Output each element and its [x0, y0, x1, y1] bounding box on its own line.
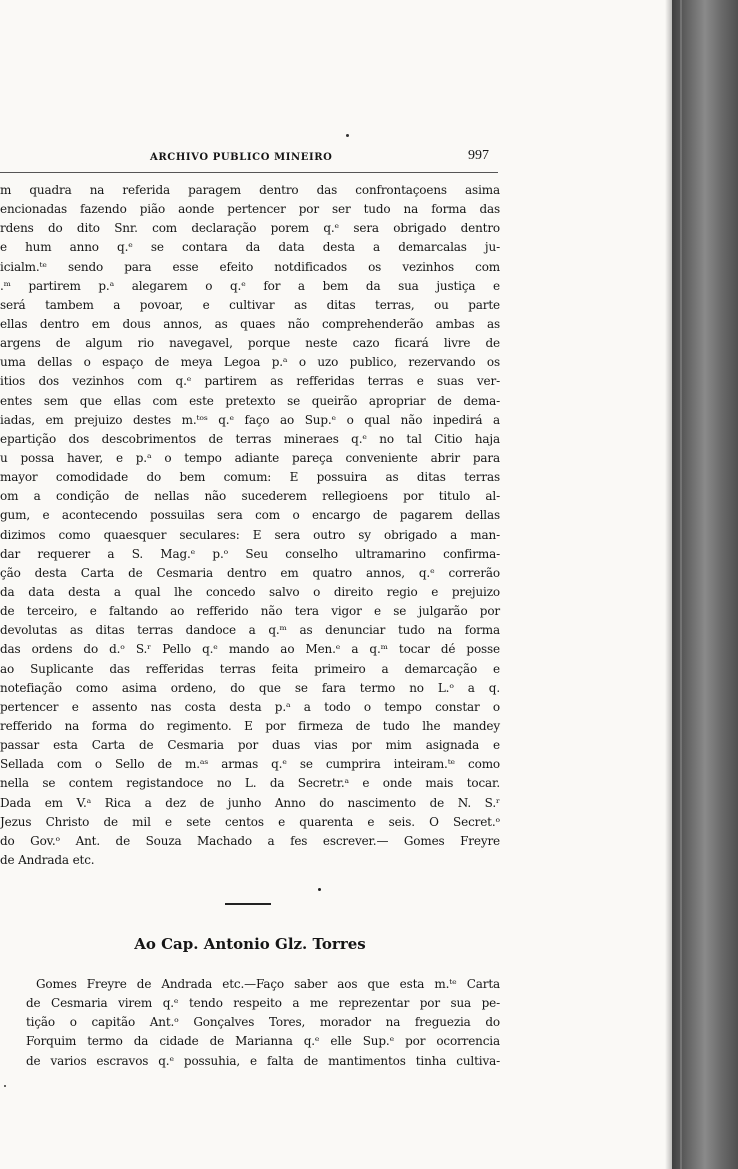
scan-speck [4, 1085, 6, 1087]
header-rule [0, 172, 498, 173]
body-text [0, 181, 500, 870]
text-line: gum, e acontecendo possuilas sera com o encargo de pagarem dellas [0, 508, 500, 523]
text-line: itios dos vezinhos com q.ᵉ partirem as refferidas terras e suas ver- [0, 374, 500, 389]
text-line: de varios escravos q.ᵉ possuhia, e falta de mantimentos tinha cultiva- [26, 1053, 500, 1068]
text-line: das ordens do d.ᵒ S.ʳ Pello q.ᵉ mando ao Men.ᵉ a q.ᵐ tocar dé posse [0, 642, 500, 657]
text-line: epartição dos descobrimentos de terras mineraes q.ᵉ no tal Citio haja [0, 431, 500, 446]
text-line: da data desta a qual lhe concedo salvo o direito regio e prejuizo [0, 584, 500, 599]
text-line: devolutas as ditas terras dandoce a q.ᵐ as denunciar tudo na forma [0, 623, 500, 638]
text-line: argens de algum rio navegavel, porque neste cazo ficará livre de [0, 336, 500, 351]
section-body-text [26, 975, 500, 1071]
text-line: m quadra na referida paragem dentro das confrontaçoens asima [0, 183, 500, 197]
text-line: .ᵐ partirem p.ᵃ alegarem o q.ᵉ for a bem da sua justiça e [0, 278, 500, 293]
text-line: Forquim termo da cidade de Marianna q.ᵉ elle Sup.ᵉ por ocorrencia [26, 1034, 500, 1049]
text-line: dizimos como quaesquer seculares: E sera outro sy obrigado a man- [0, 527, 500, 542]
text-line: encionadas fazendo pião aonde pertencer por ser tudo na forma das [0, 202, 500, 217]
section-divider [225, 903, 271, 905]
book-binding-edge [672, 0, 738, 1169]
page-number: 997 [468, 148, 489, 163]
text-line: ao Suplicante das refferidas terras feita primeiro a demarcação e [0, 661, 500, 676]
text-line: ção desta Carta de Cesmaria dentro em quatro annos, q.ᵉ correrão [0, 565, 500, 580]
text-line: uma dellas o espaço de meya Legoa p.ᵃ o uzo publico, rezervando os [0, 355, 500, 370]
page-header [0, 148, 500, 168]
text-line: será tambem a povoar, e cultivar as ditas terras, ou parte [0, 297, 500, 312]
text-line: rdens do dito Snr. com declaração porem q.ᵉ sera obrigado dentro [0, 221, 500, 236]
text-line: entes sem que ellas com este pretexto se queirão apropriar de dema- [0, 393, 500, 408]
scan-speck [346, 134, 349, 137]
text-line: de Andrada etc. [0, 852, 95, 867]
text-line: do Gov.ᵒ Ant. de Souza Machado a fes escrever.— Gomes Freyre [0, 833, 500, 848]
text-line: Gomes Freyre de Andrada etc.—Faço saber aos que esta m.ᵗᵉ Carta [36, 977, 500, 991]
text-line: de terceiro, e faltando ao refferido não tera vigor e se julgarão por [0, 604, 500, 619]
text-line: icialm.ᵗᵉ sendo para esse efeito notdificados os vezinhos com [0, 259, 500, 274]
text-line: passar esta Carta de Cesmaria por duas vias por mim asignada e [0, 738, 500, 753]
section-heading: Ao Cap. Antonio Glz. Torres [134, 935, 366, 953]
text-line: notefiação como asima ordeno, do que se fara termo no L.ᵒ a q. [0, 680, 500, 695]
text-line: dar requerer a S. Mag.ᵉ p.ᵒ Seu conselho ultramarino confirma- [0, 546, 500, 561]
text-line: de Cesmaria virem q.ᵉ tendo respeito a me reprezentar por sua pe- [26, 996, 500, 1011]
text-line: tição o capitão Ant.ᵒ Gonçalves Tores, morador na freguezia do [26, 1015, 500, 1030]
text-line: mayor comodidade do bem comum: E possuira as ditas terras [0, 470, 500, 485]
text-line: iadas, em prejuizo destes m.ᵗᵒˢ q.ᵉ faço ao Sup.ᵉ o qual não inpedirá a [0, 412, 500, 427]
running-title: ARCHIVO PUBLICO MINEIRO [150, 152, 333, 163]
text-line: om a condição de nellas não sucederem rellegioens por titulo al- [0, 489, 500, 504]
text-line: Sellada com o Sello de m.ᵃˢ armas q.ᵉ se cumprira inteiram.ᵗᵉ como [0, 757, 500, 772]
text-line: pertencer e assento nas costa desta p.ᵃ a todo o tempo constar o [0, 699, 500, 714]
text-line: Dada em V.ᵃ Rica a dez de junho Anno do nascimento de N. S.ʳ [0, 795, 500, 810]
text-line: e hum anno q.ᵉ se contara da data desta a demarcalas ju- [0, 240, 500, 255]
text-line: u possa haver, e p.ᵃ o tempo adiante pareça conveniente abrir para [0, 450, 500, 465]
text-line: nella se contem registandoce no L. da Secretr.ᵃ e onde mais tocar. [0, 776, 500, 791]
ink-dot [318, 888, 321, 891]
text-line: refferido na forma do regimento. E por firmeza de tudo lhe mandey [0, 718, 500, 733]
text-line: ellas dentro em dous annos, as quaes não comprehenderão ambas as [0, 316, 500, 331]
text-line: Jezus Christo de mil e sete centos e quarenta e seis. O Secret.ᵒ [0, 814, 500, 829]
